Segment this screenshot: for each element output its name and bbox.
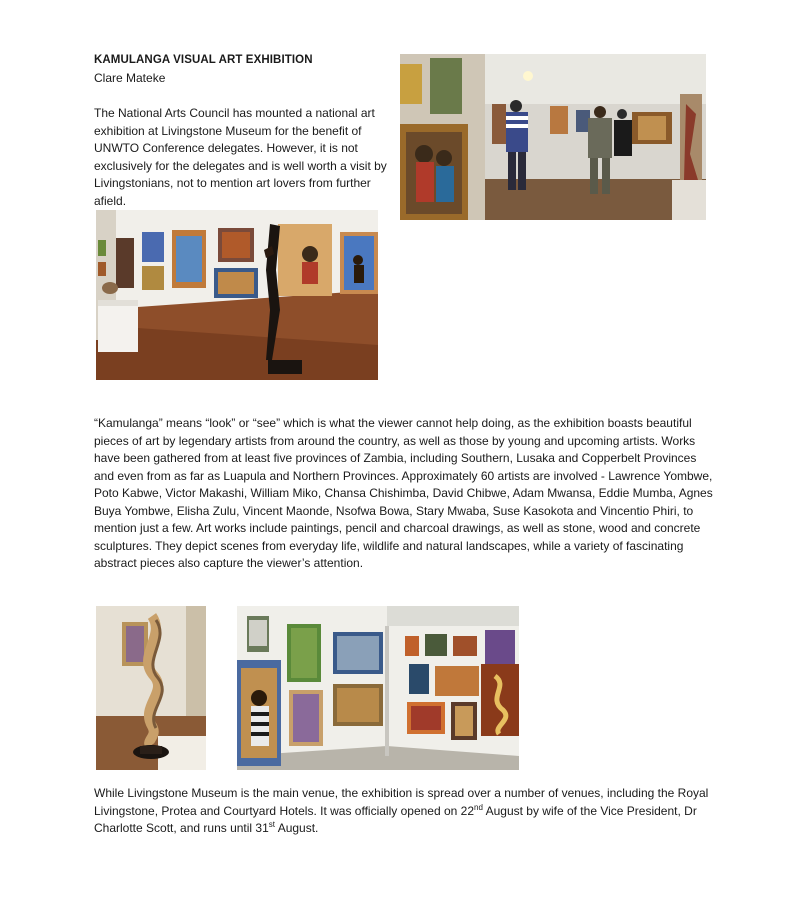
ordinal-suffix-st: st: [268, 820, 276, 829]
closing-text-1: While Livingstone Museum is the main venue, the exhibition is spread over a number of venues, including the Royal Livingstone, Protea and Courtyard Hotels. It was officially opened on 22: [94, 786, 709, 818]
article-title: KAMULANGA VISUAL ART EXHIBITION: [94, 54, 313, 66]
ordinal-suffix-nd: nd: [474, 802, 483, 812]
body-paragraph: “Kamulanga” means “look” or “see” which is what the viewer cannot help doing, as the exhibition boasts beautiful pieces of art by legendary artists from around the country, as well as those by young and upcoming artists. Works have been gathered from at least five provinces of Zambia, including Southern, Lusaka and Copperbelt Provinces and even from as far as Luapula and Northern Provinces. Approximately 60 artists are involved - Lawrence Yombwe, Poto Kabwe, Victor Makashi, William Miko, Chansa Chishimba, David Chibwe, Adam Mwansa, Eddie Mumba, Agnes Buya Yombwe, Elisha Zulu, Vincent Maonde, Nsofwa Bowa, Stary Mwaba, Suse Kasokota and Vincentio Phiri, to mention just a few. Art works include paintings, pencil and charcoal drawings, as well as stone, wood and concrete sculptures. They depict scenes from everyday life, wildlife and natural landscapes, while a variety of fascinating abstract pieces also capture the viewer’s attention.: [94, 416, 713, 570]
closing-text-3: August.: [275, 821, 319, 835]
gallery-hall-sculpture-photo: [96, 210, 378, 380]
paintings-wall-photo: [237, 606, 519, 770]
wooden-sculpture-photo: [96, 606, 206, 770]
closing-paragraph: [94, 785, 714, 838]
intro-paragraph: The National Arts Council has mounted a national art exhibition at Livingstone Museum for the benefit of UNWTO Conference delegates. However, it is not exclusively for the delegates and is well worth a visit by Livingstonians, not to mention art lovers from further afield.: [94, 106, 387, 208]
gallery-visitors-photo: [400, 54, 706, 220]
article-author: Clare Mateke: [94, 71, 166, 85]
closing-text-2: August by wife of the Vice President, Dr Charlotte Scott, and runs until 31: [94, 803, 697, 835]
